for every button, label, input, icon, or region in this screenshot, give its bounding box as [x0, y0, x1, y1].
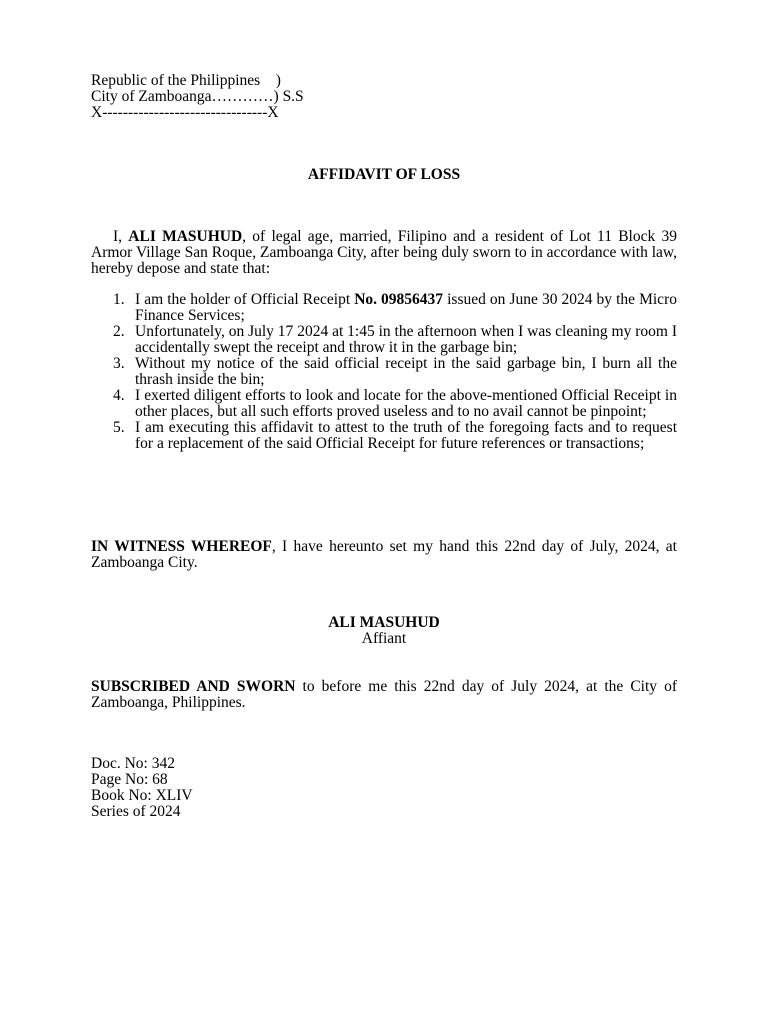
signature-block: [0, 615, 768, 647]
list-item: [91, 292, 677, 324]
caption-line-2: City of Zamboanga…………) S.S: [91, 88, 304, 105]
affiant-name: ALI MASUHUD: [128, 228, 243, 245]
doc-number: Doc. No: 342: [91, 755, 175, 772]
jurat-text: to before me this 22nd day of July 2024, at the City of Zamboanga, Philippines.: [91, 678, 677, 711]
list-item: [91, 420, 677, 452]
case-caption: [91, 73, 677, 121]
item-text: Without my notice of the said official receipt in the said garbage bin, I burn all the thrash inside the bin;: [135, 355, 677, 388]
witness-paragraph: [91, 539, 677, 571]
intro-text: , of legal age, married, Filipino and a resident of Lot 11 Block 39 Armor Village San Roque, Zamboanga City, after being duly sworn to in accordance with law, hereby depose and state that:: [91, 228, 677, 277]
list-item: [91, 356, 677, 388]
witness-heading: IN WITNESS WHEREOF: [91, 538, 272, 555]
item-number: 1.: [113, 291, 125, 308]
witness-text: , I have hereunto set my hand this 22nd day of July, 2024, at Zamboanga City.: [91, 538, 677, 571]
statement-list: [91, 292, 677, 452]
signature-name: ALI MASUHUD: [328, 614, 440, 631]
list-item: [91, 324, 677, 356]
page-number: Page No: 68: [91, 771, 168, 788]
item-number: 5.: [113, 419, 125, 436]
book-number: Book No: XLIV: [91, 787, 193, 804]
item-text: Unfortunately, on July 17 2024 at 1:45 in the afternoon when I was cleaning my room I accidentally swept the receipt and throw it in the garbage bin;: [135, 323, 677, 356]
list-item: [91, 388, 677, 420]
jurat-paragraph: [91, 679, 677, 711]
signature-role: Affiant: [361, 630, 407, 647]
document-title: AFFIDAVIT OF LOSS: [307, 166, 461, 183]
receipt-number: No. 09856437: [354, 291, 444, 308]
item-text: I am the holder of Official Receipt: [135, 291, 355, 308]
item-text: I am executing this affidavit to attest to the truth of the foregoing facts and to request for a replacement of the said Official Receipt for future references or transactions;: [135, 419, 677, 452]
notarial-details: [91, 756, 677, 820]
intro-prefix: I,: [113, 228, 129, 245]
series-year: Series of 2024: [91, 803, 181, 820]
item-text: I exerted diligent efforts to look and locate for the above-mentioned Official Receipt in other places, but all such efforts proved useless and to no avail cannot be pinpoint;: [135, 387, 677, 420]
item-text-after: issued on June 30 2024 by the Micro Finance Services;: [135, 291, 677, 324]
caption-line-3: X--------------------------------X: [91, 104, 279, 121]
item-number: 2.: [113, 323, 125, 340]
item-number: 3.: [113, 355, 125, 372]
caption-line-1: Republic of the Philippines ): [91, 72, 281, 89]
item-number: 4.: [113, 387, 125, 404]
intro-paragraph: [91, 229, 677, 277]
jurat-heading: SUBSCRIBED AND SWORN: [91, 678, 296, 695]
